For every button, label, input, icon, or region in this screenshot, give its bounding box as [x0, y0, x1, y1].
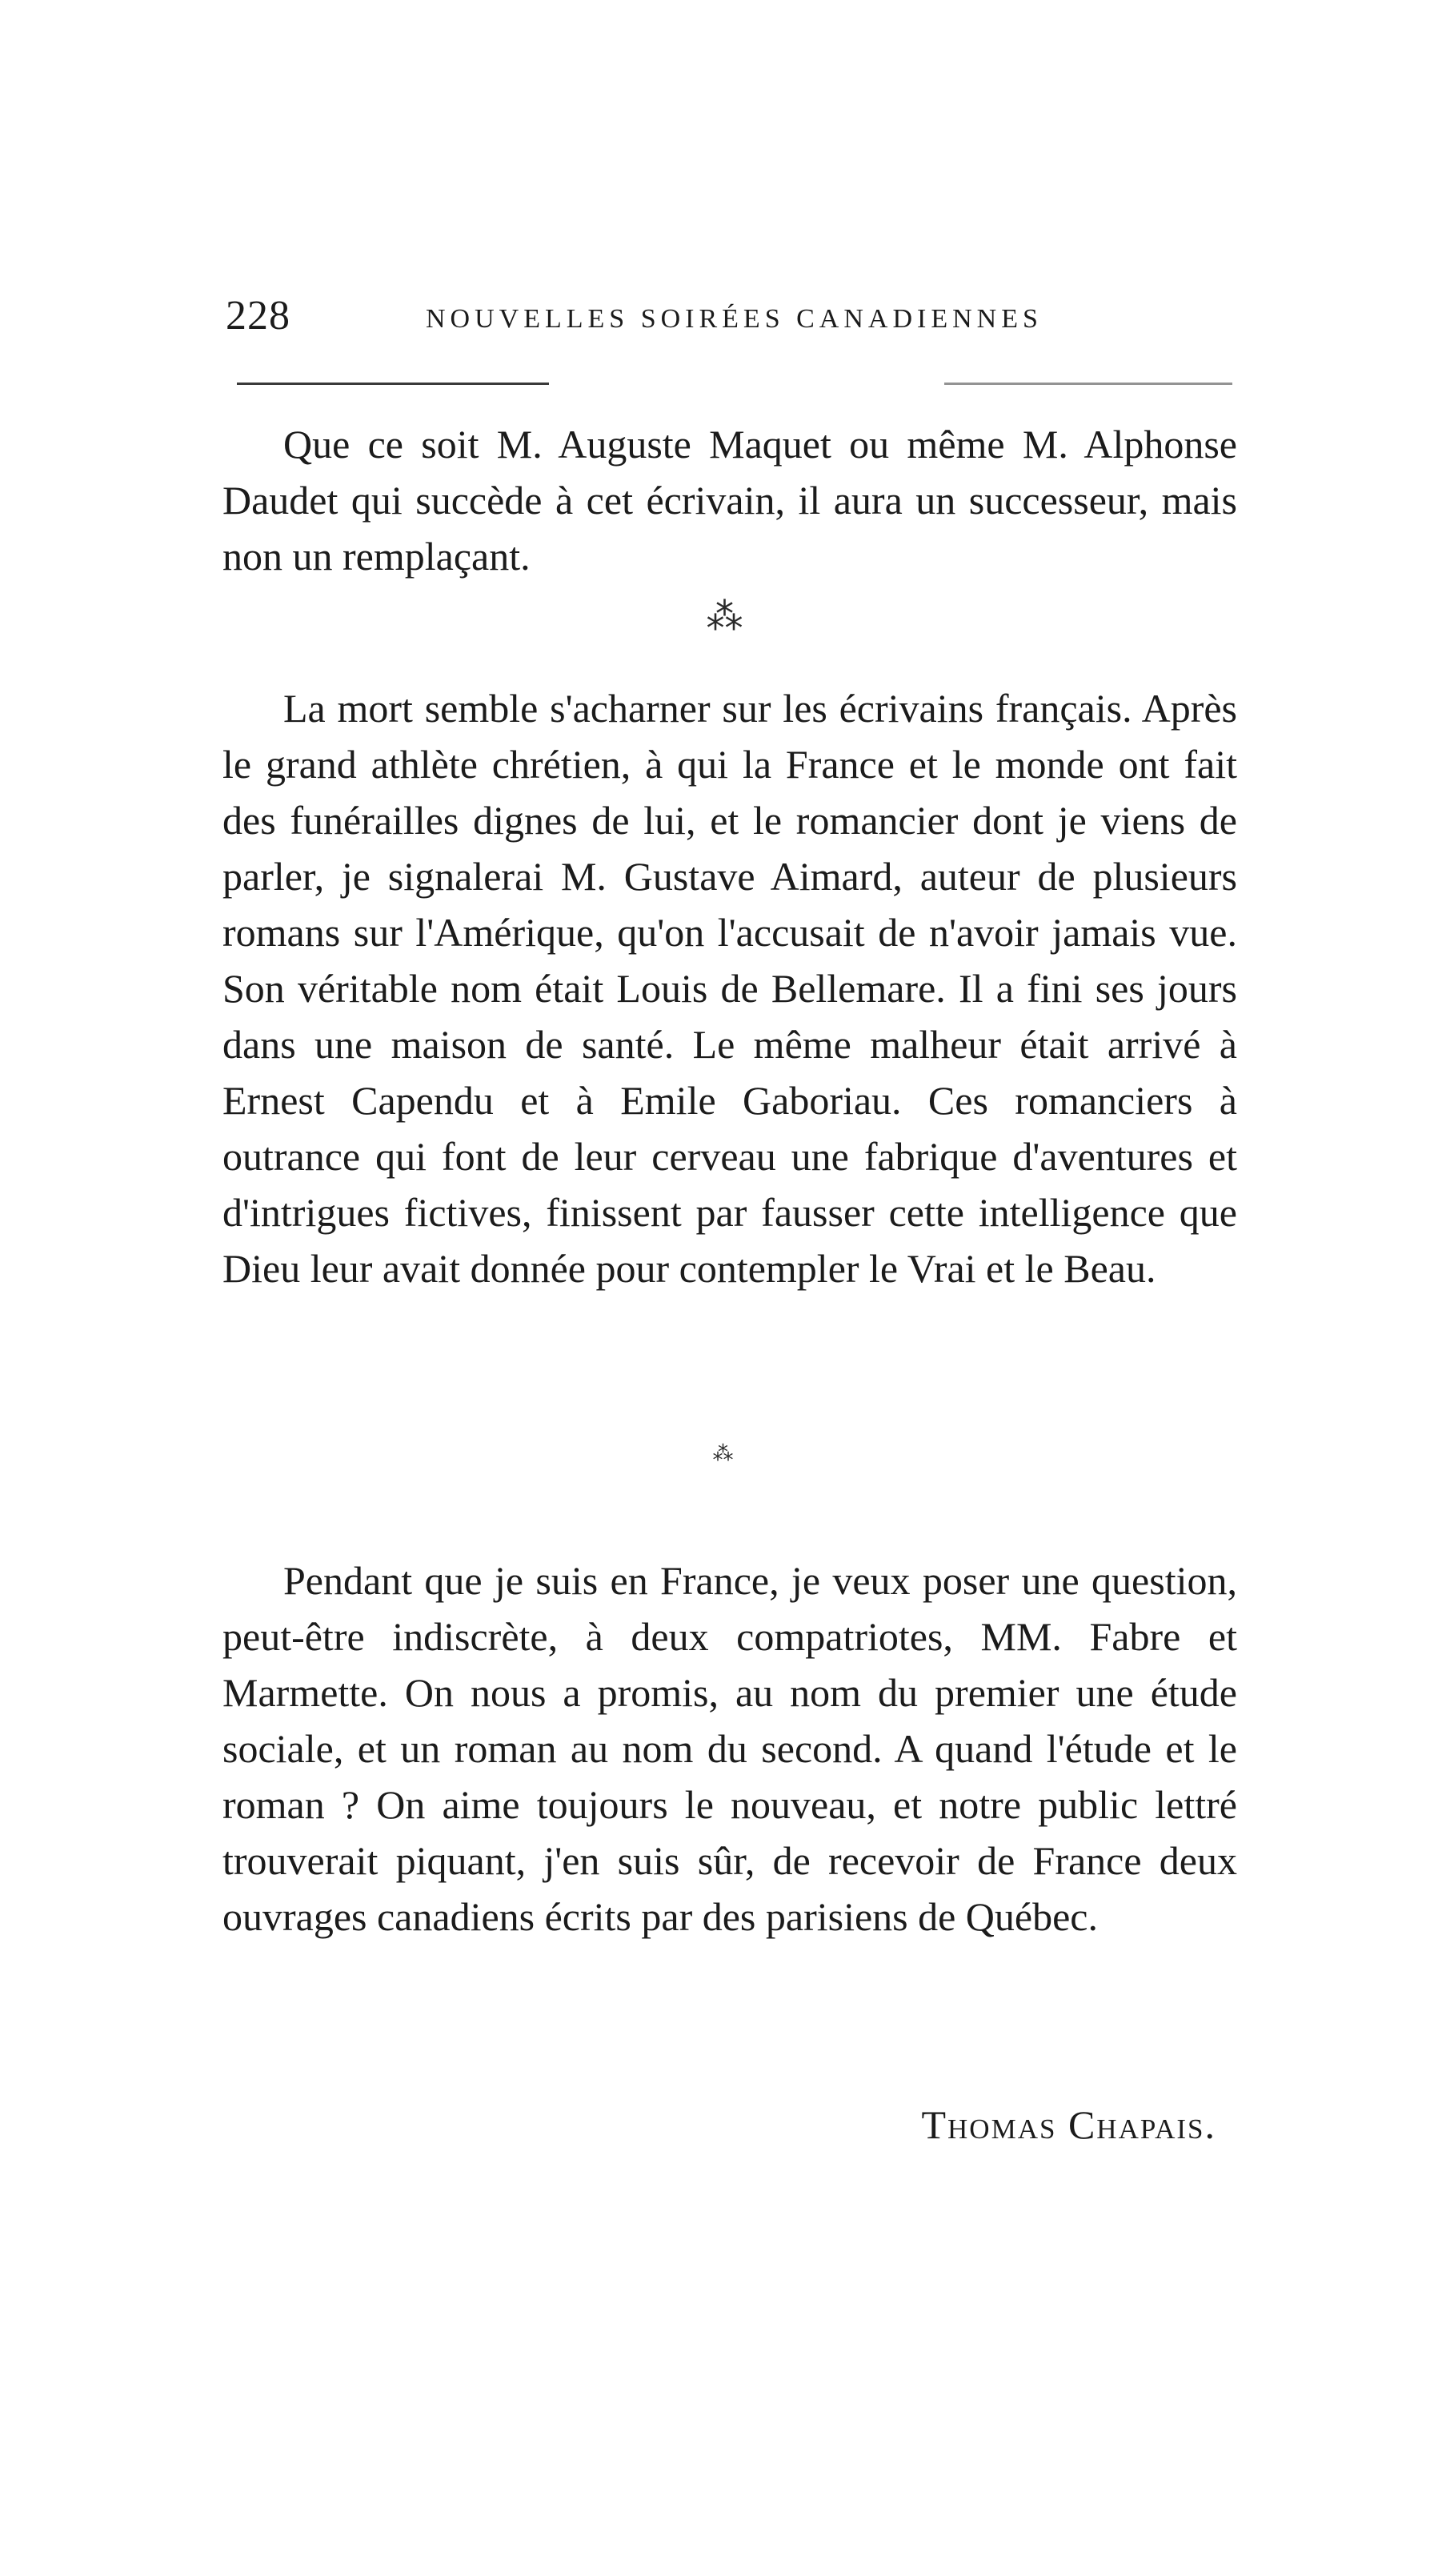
header-rule-left: [237, 383, 549, 385]
running-head: [226, 288, 1234, 344]
paragraph-block-3: [222, 1552, 1237, 1945]
paragraph-block-2: [222, 680, 1237, 1296]
paragraph-3: Pendant que je suis en France, je veux poser une question, peut-être indiscrète, à deux compatriotes, MM. Fabre et Marmette. On nous a promis, au nom du premier une étude sociale, et un roman au nom du second. A quand l'étude et le roman ? On aime toujours le nouveau, et notre public lettré trouverait piquant, j'en suis sûr, de recevoir de France deux ouvrages canadiens écrits par des parisiens de Québec.: [222, 1558, 1237, 1939]
paragraph-2: La mort semble s'acharner sur les écrivains français. Après le grand athlète chrétien, à qui la France et le monde ont fait des funérailles dignes de lui, et le romancier dont je viens de parler, je signalerai M. Gustave Aimard, auteur de plusieurs romans sur l'Amérique, qu'on l'accusait de n'avoir jamais vue. Son véritable nom était Louis de Bellemare. Il a fini ses jours dans une maison de santé. Le même malheur était arrivé à Ernest Capendu et à Emile Gaboriau. Ces romanciers à outrance qui font de leur cerveau une fabrique d'aventures et d'intrigues fictives, finissent par fausser cette intelligence que Dieu leur avait donnée pour contempler le Vrai et le Beau.: [222, 686, 1237, 1291]
page-number: 228: [226, 293, 290, 339]
running-title: NOUVELLES SOIRÉES CANADIENNES: [426, 304, 1043, 334]
author-signature: Thomas Chapais.: [921, 2102, 1216, 2147]
paragraph-block-1: [222, 416, 1237, 584]
asterism-divider-2: ⁂: [712, 1442, 734, 1466]
header-rule-right: [944, 383, 1232, 385]
asterism-divider-1: ⁂: [706, 595, 740, 638]
paragraph-1: Que ce soit M. Auguste Maquet ou même M. Alphonse Daudet qui succède à cet écrivain, il aura un successeur, mais non un remplaçant.: [222, 422, 1237, 579]
